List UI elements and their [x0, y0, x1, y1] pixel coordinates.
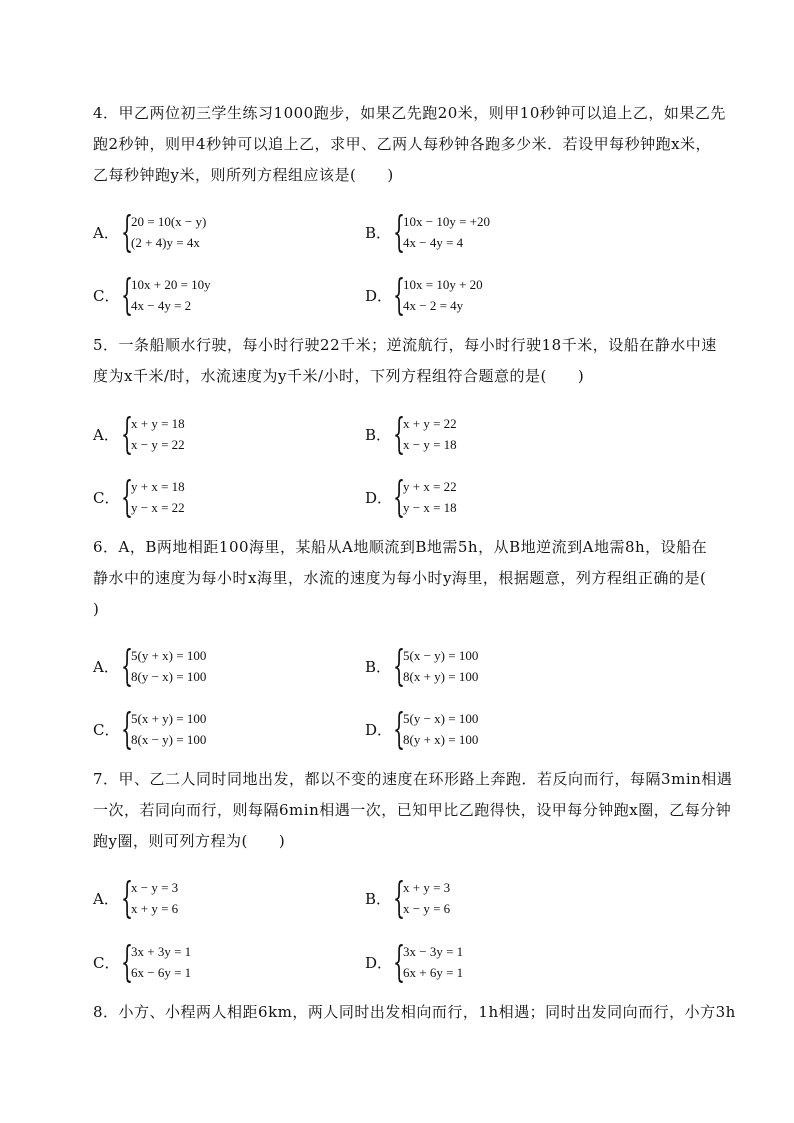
question-text-line: 4．甲乙两位初三学生练习1000跑步，如果乙先跑20米，则甲10秒钟可以追上乙，如果乙先 [93, 104, 726, 122]
equation-system [131, 877, 178, 919]
equation-2: 4x − 2 = 4y [403, 298, 464, 313]
option-a[interactable] [93, 873, 179, 922]
equation-system [131, 941, 191, 983]
question-text-line: 跑2秒钟，则甲4秒钟可以追上乙，求甲、乙两人每秒钟各跑多少米．若设甲每秒钟跑x米， [93, 135, 712, 153]
option-d[interactable] [365, 472, 457, 521]
left-brace-icon: { [393, 207, 406, 256]
left-brace-icon: { [393, 409, 406, 458]
equation-system [131, 708, 206, 750]
equation-1: 10x − 10y = +20 [403, 214, 490, 229]
option-label: C． [93, 953, 120, 972]
equation-system [131, 476, 185, 518]
question-text-line: 7．甲、乙二人同时同地出发，都以不变的速度在环形路上奔跑．若反向而行，每隔3min相遇 [93, 770, 733, 788]
equation-system [403, 211, 490, 253]
equation-system [131, 274, 211, 316]
equation-2: 8(y + x) = 100 [403, 732, 479, 747]
equation-1: 20 = 10(x − y) [131, 214, 207, 229]
option-d[interactable] [365, 270, 483, 319]
equation-1: 3x − 3y = 1 [403, 944, 464, 959]
equation-system [131, 211, 206, 253]
equation-system [403, 877, 450, 919]
left-brace-icon: { [393, 937, 406, 986]
equation-1: y + x = 22 [403, 479, 457, 494]
question-8-stem [93, 997, 736, 1028]
equation-1: 5(y + x) = 100 [131, 648, 207, 663]
equation-system [403, 476, 457, 518]
option-c[interactable] [93, 937, 192, 986]
left-brace-icon: { [121, 207, 134, 256]
option-label: C． [93, 720, 120, 739]
equation-2: 8(x + y) = 100 [403, 669, 479, 684]
equation-1: x + y = 3 [403, 880, 451, 895]
option-b[interactable] [365, 873, 451, 922]
option-label: A． [93, 889, 119, 908]
option-d[interactable] [365, 937, 464, 986]
option-a[interactable] [93, 207, 207, 256]
equation-2: (2 + 4)y = 4x [131, 235, 200, 250]
option-c[interactable] [93, 704, 207, 753]
option-label: A． [93, 425, 119, 444]
option-label: B． [365, 425, 392, 444]
option-label: D． [365, 488, 393, 507]
option-label: A． [93, 223, 119, 242]
question-6-stem [93, 532, 733, 625]
option-label: C． [93, 286, 120, 305]
question-text-line: 5．一条船顺水行驶，每小时行驶22千米；逆流航行，每小时行驶18千米，设船在静水中速 [93, 336, 717, 354]
option-label: D． [365, 720, 393, 739]
option-label: D． [365, 286, 393, 305]
question-text-line: 度为x千米/时，水流速度为y千米/小时，下列方程组符合题意的是( ) [93, 367, 585, 385]
option-c[interactable] [93, 270, 211, 319]
left-brace-icon: { [393, 641, 406, 690]
option-a[interactable] [93, 641, 207, 690]
equation-2: 8(y − x) = 100 [131, 669, 207, 684]
equation-2: y − x = 22 [131, 500, 185, 515]
equation-system [131, 413, 185, 455]
question-text-line: 6．A，B两地相距100海里，某船从A地顺流到B地需5h，从B地逆流到A地需8h，设船在 [93, 538, 708, 556]
equation-2: y − x = 18 [403, 500, 457, 515]
option-b[interactable] [365, 641, 479, 690]
question-text-line: 跑y圈，则可列方程为( ) [93, 832, 286, 850]
equation-1: 5(x − y) = 100 [403, 648, 479, 663]
equation-2: 8(x − y) = 100 [131, 732, 207, 747]
equation-1: 10x = 10y + 20 [403, 277, 483, 292]
equation-1: 5(y − x) = 100 [403, 711, 479, 726]
option-label: D． [365, 953, 393, 972]
left-brace-icon: { [393, 270, 406, 319]
option-label: A． [93, 657, 119, 676]
equation-1: x − y = 3 [131, 880, 179, 895]
equation-1: x + y = 18 [131, 416, 185, 431]
equation-2: 6x − 6y = 1 [131, 965, 192, 980]
equation-2: 6x + 6y = 1 [403, 965, 464, 980]
equation-system [403, 413, 457, 455]
question-text-line: 8．小方、小程两人相距6km，两人同时出发相向而行，1h相遇；同时出发同向而行，小方3h [93, 1003, 736, 1021]
equation-1: 10x + 20 = 10y [131, 277, 211, 292]
option-d[interactable] [365, 704, 479, 753]
left-brace-icon: { [121, 704, 134, 753]
equation-2: 4x − 4y = 4 [403, 235, 464, 250]
equation-2: x − y = 6 [403, 901, 451, 916]
option-label: C． [93, 488, 120, 507]
left-brace-icon: { [121, 409, 134, 458]
equation-system [403, 645, 478, 687]
equation-system [403, 941, 463, 983]
equation-system [403, 274, 483, 316]
equation-system [131, 645, 206, 687]
left-brace-icon: { [393, 704, 406, 753]
option-label: B． [365, 889, 392, 908]
equation-2: x − y = 22 [131, 437, 185, 452]
left-brace-icon: { [121, 873, 134, 922]
equation-1: 5(x + y) = 100 [131, 711, 207, 726]
equation-system [403, 708, 478, 750]
left-brace-icon: { [121, 270, 134, 319]
option-label: B． [365, 223, 392, 242]
question-text-line: 乙每秒钟跑y米，则所列方程组应该是( ) [93, 166, 394, 184]
option-label: B． [365, 657, 392, 676]
equation-2: x − y = 18 [403, 437, 457, 452]
left-brace-icon: { [121, 472, 134, 521]
left-brace-icon: { [121, 937, 134, 986]
question-5-stem [93, 330, 733, 392]
question-text-line: 一次，若同向而行，则每隔6min相遇一次，已知甲比乙跑得快，设甲每分钟跑x圈，乙每分钟 [93, 801, 732, 819]
equation-2: 4x − 4y = 2 [131, 298, 192, 313]
option-c[interactable] [93, 472, 185, 521]
option-b[interactable] [365, 409, 457, 458]
left-brace-icon: { [393, 472, 406, 521]
left-brace-icon: { [393, 873, 406, 922]
equation-1: x + y = 22 [403, 416, 457, 431]
question-text-line: ) [93, 600, 100, 618]
equation-1: y + x = 18 [131, 479, 185, 494]
question-4-stem [93, 98, 733, 191]
equation-2: x + y = 6 [131, 901, 179, 916]
question-text-line: 静水中的速度为每小时x海里，水流的速度为每小时y海里，根据题意，列方程组正确的是( [93, 569, 707, 587]
option-b[interactable] [365, 207, 490, 256]
equation-1: 3x + 3y = 1 [131, 944, 192, 959]
left-brace-icon: { [121, 641, 134, 690]
question-7-stem [93, 764, 733, 857]
option-a[interactable] [93, 409, 185, 458]
